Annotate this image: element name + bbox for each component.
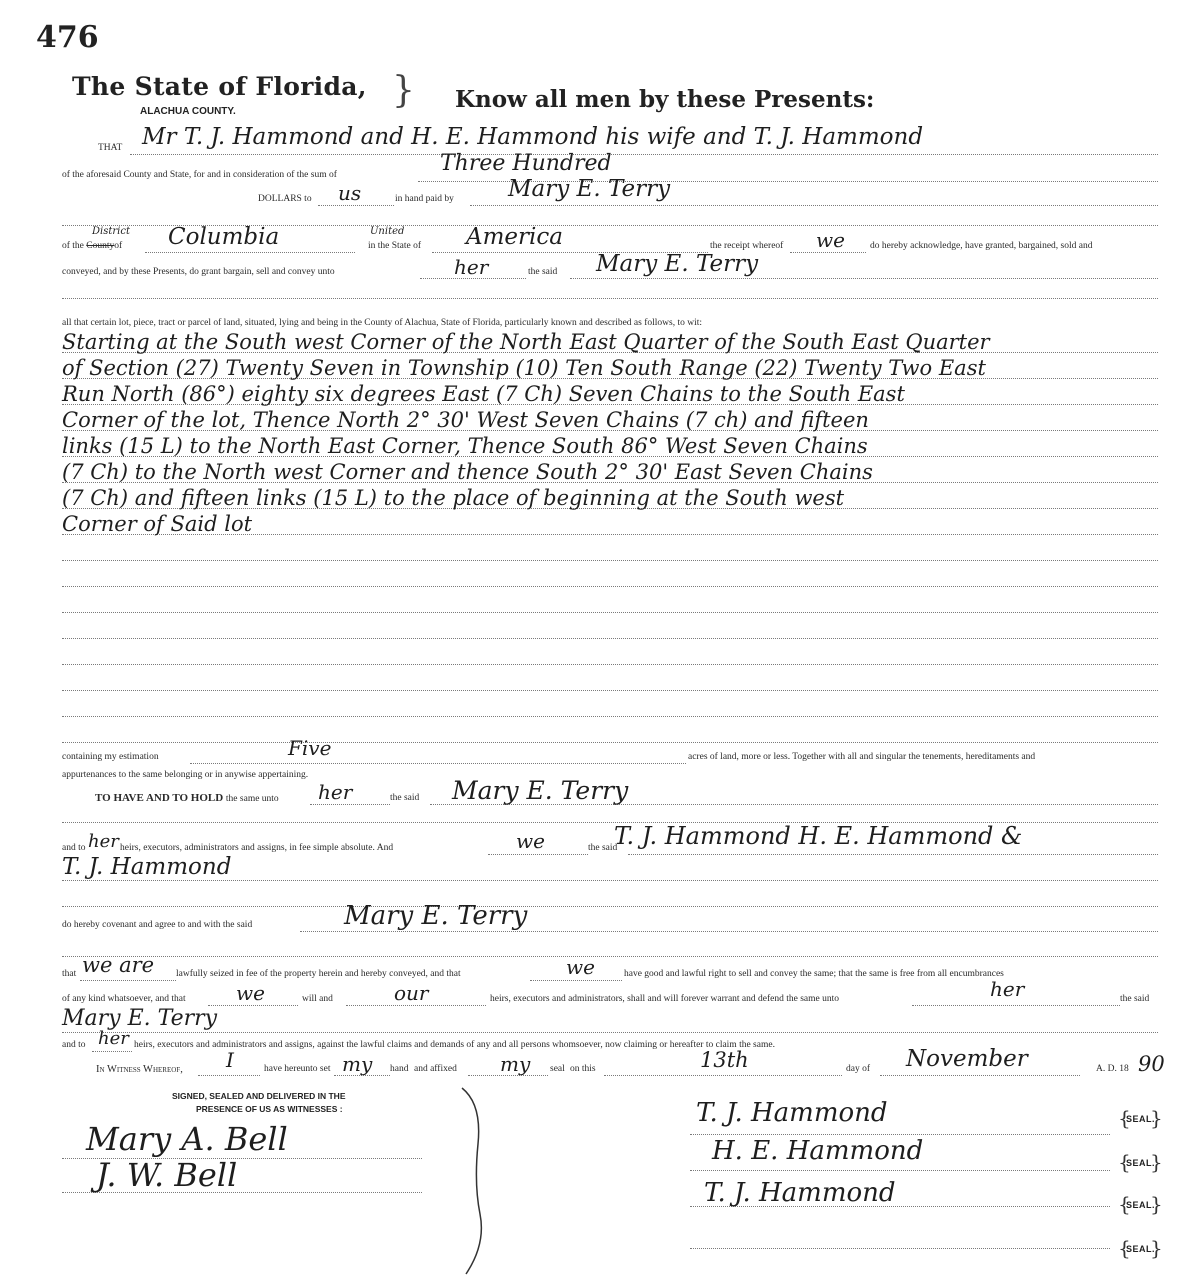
our-word: our [394, 981, 429, 1005]
description-line-7: (7 Ch) and fifteen links (15 L) to the place of beginning at the South west [62, 486, 845, 510]
seal-label: seal [550, 1064, 565, 1074]
consideration-label: of the aforesaid County and State, for and in consideration of the sum of [62, 170, 337, 180]
paid-to-who: us [338, 181, 362, 205]
grantors-line-1: T. J. Hammond H. E. Hammond & [614, 822, 1023, 850]
witness-bracket [456, 1084, 496, 1278]
state-title: The State of Florida, [72, 72, 367, 101]
witness-who: I [226, 1048, 234, 1072]
county-label-suffix: of [114, 241, 123, 251]
description-line-8: Corner of Said lot [62, 512, 253, 536]
seal-box-2: { SEAL. } [1118, 1150, 1163, 1174]
state-name: America [466, 224, 563, 250]
receipt-label: the receipt whereof [710, 241, 784, 251]
grantee-pronoun: her [454, 255, 489, 279]
final-pronoun: her [98, 1028, 129, 1049]
grantors-handwritten: Mr T. J. Hammond and H. E. Hammond his wife and T. J. Hammond [142, 124, 924, 150]
heirs-text: heirs, executors, administrators and assigns, in fee simple absolute. And [120, 843, 394, 853]
payer-name: Mary E. Terry [508, 176, 671, 202]
month-value: November [906, 1046, 1028, 1072]
right-text: have good and lawful right to sell and convey the same; that the same is free from all encumbrances [624, 969, 1004, 979]
seized-who: we [566, 955, 595, 979]
grantors-line-2: T. J. Hammond [62, 854, 232, 880]
and-affixed: and affixed [414, 1064, 457, 1074]
to-have-bold: TO HAVE AND TO HOLD [95, 792, 224, 804]
the-said-label: the said [528, 267, 558, 277]
header-brace: } [392, 70, 415, 111]
seized-text: lawfully seized in fee of the property herein and hereby conveyed, and that [176, 969, 461, 979]
seal-text-2: SEAL. [1126, 1158, 1156, 1168]
description-line-3: Run North (86°) eighty six degrees East (7 Ch) Seven Chains to the South East [62, 382, 905, 406]
signature-1: T. J. Hammond [696, 1098, 888, 1128]
appurtenances-text: appurtenances to the same belonging or in anywise appertaining. [62, 770, 309, 780]
covenant-label: do hereby covenant and agree to and with the said [62, 920, 253, 930]
ad-label: A. D. 18 [1096, 1064, 1129, 1074]
to-have-label [95, 792, 279, 804]
witness-heading-2: PRESENCE OF US AS WITNESSES : [196, 1104, 343, 1114]
warrant-text: heirs, executors and administrators, shall and will forever warrant and defend the same unto [490, 994, 840, 1004]
hold-pronoun: her [318, 780, 353, 804]
will-and-label: will and [302, 994, 333, 1004]
warrant-pronoun: her [990, 977, 1025, 1001]
acknowledge-text: do hereby acknowledge, have granted, bargained, sold and [870, 241, 1093, 251]
year-value: 90 [1138, 1052, 1165, 1076]
and-to-label: and to [62, 843, 86, 853]
dollars-label: DOLLARS to [258, 194, 312, 204]
seal-box-1: { SEAL. } [1118, 1106, 1163, 1130]
acres-amount: Five [288, 736, 332, 760]
witness-heading-1: SIGNED, SEALED AND DELIVERED IN THE [172, 1091, 346, 1101]
warrant-said: the said [1120, 994, 1150, 1004]
receipt-who: we [816, 228, 845, 252]
hold-the-said: the said [390, 793, 420, 803]
seal-box-3: { SEAL. } [1118, 1192, 1163, 1216]
description-line-5: links (15 L) to the North East Corner, Thence South 86° West Seven Chains [62, 434, 868, 458]
description-line-1: Starting at the South west Corner of the North East Quarter of the South East Quarter [62, 330, 990, 354]
conveyed-label: conveyed, and by these Presents, do grant bargain, sell and convey unto [62, 267, 335, 277]
day-value: 13th [700, 1048, 749, 1072]
seal-text-4: SEAL. [1126, 1244, 1156, 1254]
witness-signature-2: J. W. Bell [96, 1156, 238, 1194]
description-line-4: Corner of the lot, Thence North 2° 30' West Seven Chains (7 ch) and fifteen [62, 408, 869, 432]
that-label-2: that [62, 969, 77, 979]
grantee-name: Mary E. Terry [596, 251, 759, 277]
description-line-2: of Section (27) Twenty Seven in Township (10) Ten South Range (22) Twenty Two East [62, 356, 986, 380]
warrant-grantee: Mary E. Terry [62, 1006, 218, 1031]
seal-my: my [500, 1052, 531, 1076]
seal-text-1: SEAL. [1126, 1114, 1156, 1124]
heirs-pronoun: her [88, 831, 119, 852]
description-line-6: (7 Ch) to the North west Corner and thence South 2° 30' East Seven Chains [62, 460, 873, 484]
seal-box-4: { SEAL. } [1118, 1236, 1163, 1260]
same-unto-label: the same unto [225, 794, 279, 804]
in-hand-paid-label: in hand paid by [395, 194, 454, 204]
hold-grantee: Mary E. Terry [452, 776, 629, 805]
witness-signature-1: Mary A. Bell [86, 1120, 288, 1158]
signature-2: H. E. Hammond [712, 1136, 924, 1166]
we-are: we are [82, 953, 155, 977]
presents-heading: Know all men by these Presents: [455, 86, 875, 113]
county-name: Columbia [168, 224, 280, 250]
that-label: THAT [98, 143, 123, 153]
in-state-label: in the State of [368, 241, 422, 251]
county-label-prefix: of the [62, 241, 84, 251]
grantors-the-said: the said [588, 843, 618, 853]
district-insert: District [92, 226, 130, 237]
acres-text: acres of land, more or less. Together with all and singular the tenements, hereditaments and [688, 752, 1036, 762]
county-heading: ALACHUA COUNTY. [140, 106, 236, 117]
any-kind-who: we [236, 981, 265, 1005]
on-this-label: on this [570, 1064, 596, 1074]
and-who: we [516, 829, 545, 853]
day-of-label: day of [846, 1064, 871, 1074]
signature-3: T. J. Hammond [704, 1178, 896, 1208]
any-kind-label: of any kind whatsoever, and that [62, 994, 186, 1004]
county-label-struck: County [86, 241, 115, 251]
consideration-amount: Three Hundred [440, 151, 612, 176]
land-intro: all that certain lot, piece, tract or parcel of land, situated, lying and being in the County of Alachua, State of Florida, particularly known and described as follows, to wit: [62, 318, 703, 328]
page-number: 476 [36, 20, 99, 55]
witness-label: In Witness Whereof, [96, 1064, 183, 1075]
final-text: heirs, executors and administrators and assigns, against the lawful claims and demands of any and all persons whomsoever, now claiming or hereafter to claim the same. [134, 1040, 775, 1050]
set-my: my [342, 1052, 373, 1076]
county-label [62, 241, 122, 251]
final-and-to: and to [62, 1040, 86, 1050]
seal-text-3: SEAL. [1126, 1200, 1156, 1210]
united-insert: United [370, 226, 405, 237]
containing-label: containing my estimation [62, 752, 159, 762]
hand-label: hand [390, 1064, 409, 1074]
hereunto-set: have hereunto set [264, 1064, 331, 1074]
covenant-grantee: Mary E. Terry [344, 901, 528, 931]
